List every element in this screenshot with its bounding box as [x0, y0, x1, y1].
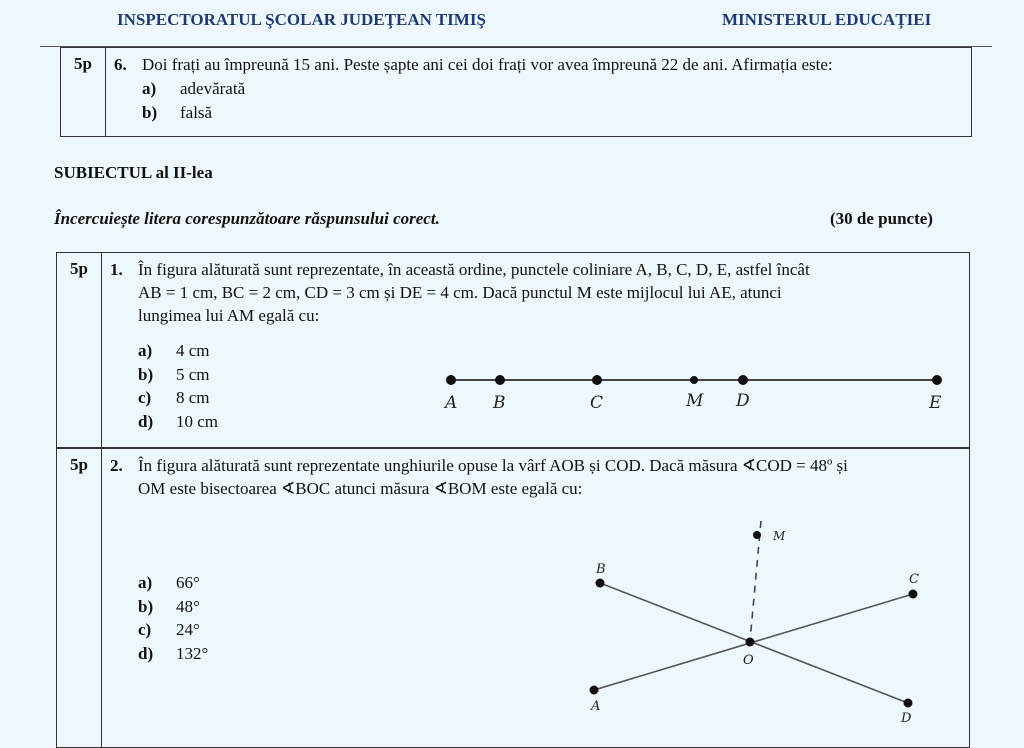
point-m: [690, 376, 698, 384]
label-m: M: [686, 391, 704, 411]
question-2-option-c[interactable]: c) 24°: [138, 620, 200, 639]
point-o: [746, 638, 755, 647]
point-d2: [904, 699, 913, 708]
question-1-figure: [430, 365, 960, 415]
point-b2: [596, 579, 605, 588]
question-1-content: [102, 253, 970, 448]
point-b: [495, 375, 505, 385]
label-c: C: [590, 393, 604, 413]
question-2-figure: [580, 515, 930, 730]
point-c2: [909, 590, 918, 599]
question-1-line-2: AB = 1 cm, BC = 2 cm, CD = 3 cm și DE = 4 cm. Dacă punctul M este mijlocul lui AE, atunci: [138, 283, 782, 302]
label-c2: C: [909, 572, 919, 587]
label-a2: A: [591, 699, 601, 714]
bisector-om: [750, 521, 761, 641]
section-points: (30 de puncte): [830, 209, 933, 228]
label-e: E: [929, 393, 942, 413]
question-6-number: 6.: [114, 55, 127, 74]
label-a: A: [445, 393, 458, 413]
point-e: [932, 375, 942, 385]
point-d: [738, 375, 748, 385]
header-ministry: MINISTERUL EDUCAȚIEI: [722, 10, 932, 29]
point-m2: [753, 531, 761, 539]
point-c: [592, 375, 602, 385]
question-2-option-b[interactable]: b) 48°: [138, 596, 200, 616]
label-d2: D: [901, 711, 912, 726]
header-inspectorate: INSPECTORATUL ŞCOLAR JUDEŢEAN TIMIŞ: [117, 10, 486, 29]
question-6-table: [60, 47, 972, 137]
question-1-line-1: În figura alăturată sunt reprezentate, în această ordine, punctele coliniare A, B, C, D, E, astfel încât: [138, 260, 810, 279]
question-2-points: 5p: [57, 449, 102, 748]
question-1-number: 1.: [110, 260, 123, 279]
question-6-option-b[interactable]: b) falsă: [142, 102, 213, 122]
point-a2: [590, 686, 599, 695]
label-d: D: [736, 391, 750, 411]
page-header: [0, 10, 1024, 34]
section-title: SUBIECTUL al II-lea: [54, 163, 213, 182]
question-1-option-a[interactable]: a) 4 cm: [138, 341, 210, 360]
question-1-option-b[interactable]: b) 5 cm: [138, 364, 210, 384]
question-6-points: 5p: [61, 48, 106, 137]
question-6-content: [106, 48, 972, 137]
section-instruction: Încercuiește litera corespunzătoare răspunsului corect.: [54, 209, 440, 228]
question-6-text: Doi frați au împreună 15 ani. Peste șapte ani cei doi frați vor avea împreună 22 de ani. Afirmația este:: [142, 55, 833, 74]
question-2-line-2: OM este bisectoarea ∢BOC atunci măsura ∢BOM este egală cu:: [138, 479, 583, 498]
question-2-option-d[interactable]: d) 132°: [138, 643, 209, 663]
label-b: B: [493, 393, 506, 413]
question-1-line-3: lungimea lui AM egală cu:: [138, 306, 320, 325]
question-2-option-a[interactable]: a) 66°: [138, 573, 200, 592]
question-1-table: [56, 252, 970, 448]
point-a: [446, 375, 456, 385]
question-2-line-1: În figura alăturată sunt reprezentate unghiurile opuse la vârf AOB și COD. Dacă măsura ∢COD = 48º și: [138, 456, 848, 475]
question-6-option-a[interactable]: a) adevărată: [142, 79, 246, 98]
question-1-points: 5p: [57, 253, 102, 448]
label-b2: B: [596, 562, 606, 577]
question-1-option-c[interactable]: c) 8 cm: [138, 388, 210, 407]
question-1-option-d[interactable]: d) 10 cm: [138, 411, 219, 431]
label-m2: M: [773, 529, 786, 543]
label-o: O: [743, 653, 754, 668]
question-2-number: 2.: [110, 456, 123, 475]
